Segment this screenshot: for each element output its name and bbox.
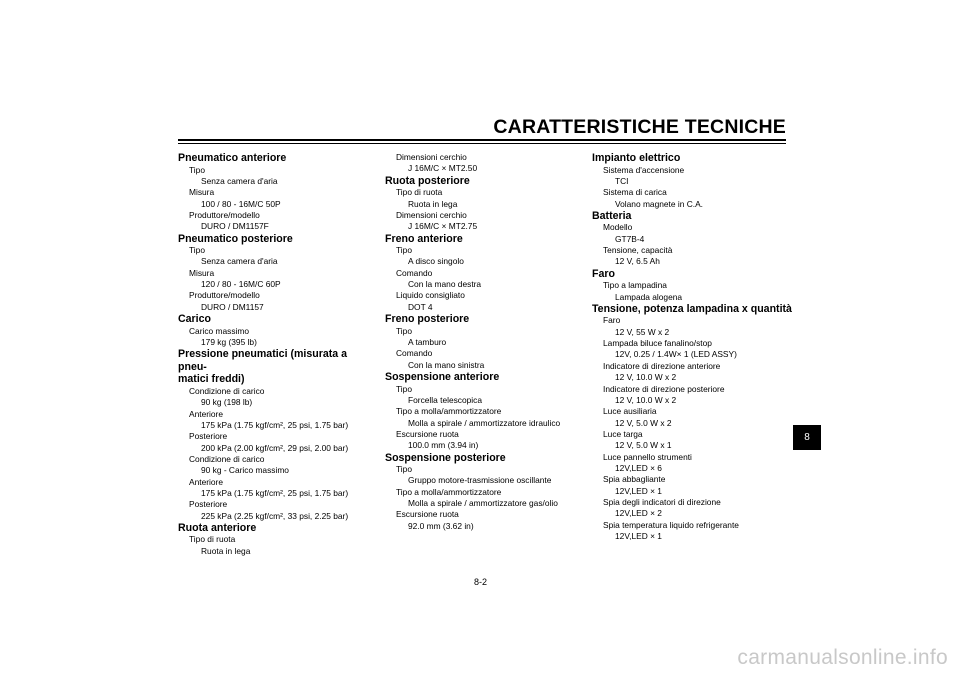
section-heading: Ruota posteriore [385, 174, 470, 187]
spec-value: 12 V, 6.5 Ah [615, 256, 660, 267]
spec-value: DOT 4 [408, 301, 433, 312]
spec-value: 12 V, 5.0 W x 1 [615, 440, 672, 451]
spec-label: Tipo [396, 245, 412, 256]
spec-label: Tipo a molla/ammortizzatore [396, 406, 502, 417]
section-heading: Pneumatico posteriore [178, 232, 293, 245]
spec-value: 90 kg (198 lb) [201, 397, 253, 408]
spec-label: Lampada biluce fanalino/stop [603, 338, 712, 349]
spec-label: Anteriore [189, 476, 223, 487]
spec-value: Molla a spirale / ammortizzatore gas/olio [408, 498, 558, 509]
spec-label: Tipo [396, 325, 412, 336]
page-number: 8-2 [474, 577, 488, 587]
spec-value: J 16M/C × MT2.50 [408, 163, 478, 174]
spec-value: 225 kPa (2.25 kgf/cm², 33 psi, 2.25 bar) [201, 510, 349, 521]
spec-value: 12V,LED × 6 [615, 462, 662, 473]
spec-value: 12 V, 55 W x 2 [615, 326, 670, 337]
spec-section [592, 268, 792, 303]
spec-value: 12V,LED × 2 [615, 508, 662, 519]
spec-value: 90 kg - Carico massimo [201, 465, 289, 476]
spec-label: Tipo [396, 464, 412, 475]
watermark: carmanualsonline.info [737, 646, 948, 669]
spec-label: Luce ausiliaria [603, 406, 657, 417]
spec-value: Con la mano sinistra [408, 359, 485, 370]
spec-value: Senza camera d'aria [201, 256, 278, 267]
spec-label: Liquido consigliato [396, 290, 465, 301]
chapter-tab-label: 8 [804, 432, 810, 443]
spec-label: Tipo a molla/ammortizzatore [396, 486, 502, 497]
spec-section [385, 175, 585, 233]
spec-value: 175 kPa (1.75 kgf/cm², 25 psi, 1.75 bar) [201, 487, 349, 498]
spec-label: Faro [603, 315, 621, 326]
spec-value: DURO / DM1157 [201, 301, 264, 312]
spec-value: Gruppo motore-trasmissione oscillante [408, 475, 552, 486]
section-heading: Freno anteriore [385, 232, 463, 245]
section-heading: Tensione, potenza lampadina x quantità [592, 302, 792, 315]
spec-section [178, 348, 378, 522]
spec-label: Spia degli indicatori di direzione [603, 496, 721, 507]
spec-section [178, 522, 378, 557]
section-heading: Batteria [592, 209, 632, 222]
spec-label: Posteriore [189, 431, 228, 442]
spec-label: Comando [396, 348, 433, 359]
spec-section [592, 210, 792, 268]
spec-label: Escursione ruota [396, 509, 459, 520]
spec-value: Con la mano destra [408, 279, 482, 290]
spec-label: Carico massimo [189, 325, 250, 336]
spec-label: Tipo [189, 164, 205, 175]
section-heading: Pneumatico anteriore [178, 152, 287, 164]
spec-value: Ruota in lega [408, 198, 458, 209]
section-heading: Ruota anteriore [178, 521, 257, 534]
section-heading: Pressione pneumatici (misurata a pneu- matici freddi) [178, 348, 347, 386]
spec-section [178, 313, 378, 348]
spec-label: Produttore/modello [189, 209, 260, 220]
spec-label: Tipo di ruota [189, 534, 236, 545]
spec-label: Spia temperatura liquido refrigerante [603, 519, 739, 530]
spec-label: Condizione di carico [189, 453, 265, 464]
spec-label: Luce targa [603, 428, 643, 439]
section-heading: Sospensione posteriore [385, 451, 506, 464]
spec-value: Volano magnete in C.A. [615, 198, 703, 209]
spec-section [592, 152, 792, 210]
spec-value: DURO / DM1157F [201, 221, 269, 232]
spec-value: 100.0 mm (3.94 in) [408, 440, 479, 451]
spec-section [178, 233, 378, 314]
spec-label: Dimensioni cerchio [396, 152, 467, 162]
spec-value: 100 / 80 - 16M/C 50P [201, 198, 281, 209]
spec-value: 12 V, 10.0 W x 2 [615, 394, 677, 405]
page-title: CARATTERISTICHE TECNICHE [493, 116, 786, 138]
spec-value: 120 / 80 - 16M/C 60P [201, 279, 281, 290]
spec-label: Indicatore di direzione posteriore [603, 383, 725, 394]
spec-value: 200 kPa (2.00 kgf/cm², 29 psi, 2.00 bar) [201, 442, 349, 453]
spec-value: GT7B-4 [615, 233, 645, 244]
spec-section [385, 152, 585, 175]
spec-label: Produttore/modello [189, 290, 260, 301]
spec-section [178, 152, 378, 233]
title-rule-thin [178, 143, 786, 144]
spec-value: Molla a spirale / ammortizzatore idraulico [408, 417, 561, 428]
spec-label: Tipo [396, 383, 412, 394]
section-heading: Impianto elettrico [592, 152, 681, 164]
spec-value: 12V,LED × 1 [615, 485, 662, 496]
section-heading: Faro [592, 267, 615, 280]
spec-label: Comando [396, 267, 433, 278]
chapter-tab[interactable] [793, 425, 821, 450]
spec-label: Sistema di carica [603, 187, 667, 198]
title-rule [178, 139, 786, 141]
spec-value: 12 V, 10.0 W x 2 [615, 372, 677, 383]
spec-value: 179 kg (395 lb) [201, 336, 257, 347]
spec-value: TCI [615, 175, 629, 186]
spec-section [385, 233, 585, 314]
spec-label: Modello [603, 222, 633, 233]
spec-value: Forcella telescopica [408, 394, 483, 405]
section-heading: Freno posteriore [385, 313, 470, 326]
spec-label: Misura [189, 267, 215, 278]
spec-column-1 [178, 152, 378, 557]
spec-label: Indicatore di direzione anteriore [603, 360, 721, 371]
spec-column-3 [592, 152, 792, 542]
spec-label: Misura [189, 187, 215, 198]
spec-section [592, 303, 792, 542]
spec-value: A tamburo [408, 336, 447, 347]
spec-value: J 16M/C × MT2.75 [408, 221, 478, 232]
spec-label: Tipo a lampadina [603, 280, 667, 291]
spec-value: 175 kPa (1.75 kgf/cm², 25 psi, 1.75 bar) [201, 419, 349, 430]
spec-label: Dimensioni cerchio [396, 209, 467, 220]
section-heading: Sospensione anteriore [385, 371, 500, 383]
spec-label: Anteriore [189, 408, 223, 419]
spec-label: Tipo [189, 245, 205, 256]
spec-label: Spia abbagliante [603, 474, 666, 485]
section-heading: Carico [178, 313, 211, 326]
spec-section [385, 313, 585, 371]
spec-value: 12V,LED × 1 [615, 530, 662, 541]
spec-label: Escursione ruota [396, 428, 459, 439]
spec-value: 12 V, 5.0 W x 2 [615, 417, 672, 428]
spec-label: Condizione di carico [189, 385, 265, 396]
spec-value: 92.0 mm (3.62 in) [408, 520, 474, 531]
spec-value: Lampada alogena [615, 291, 683, 302]
spec-value: Ruota in lega [201, 545, 251, 556]
spec-value: Senza camera d'aria [201, 175, 278, 186]
spec-column-2 [385, 152, 585, 532]
spec-section [385, 371, 585, 452]
spec-section [385, 452, 585, 533]
spec-label: Posteriore [189, 499, 228, 510]
spec-label: Sistema d'accensione [603, 164, 685, 175]
spec-value: A disco singolo [408, 256, 464, 267]
spec-label: Tipo di ruota [396, 187, 443, 198]
spec-label: Luce pannello strumenti [603, 451, 692, 462]
spec-value: 12V, 0.25 / 1.4W× 1 (LED ASSY) [615, 349, 737, 360]
spec-label: Tensione, capacità [603, 245, 673, 256]
